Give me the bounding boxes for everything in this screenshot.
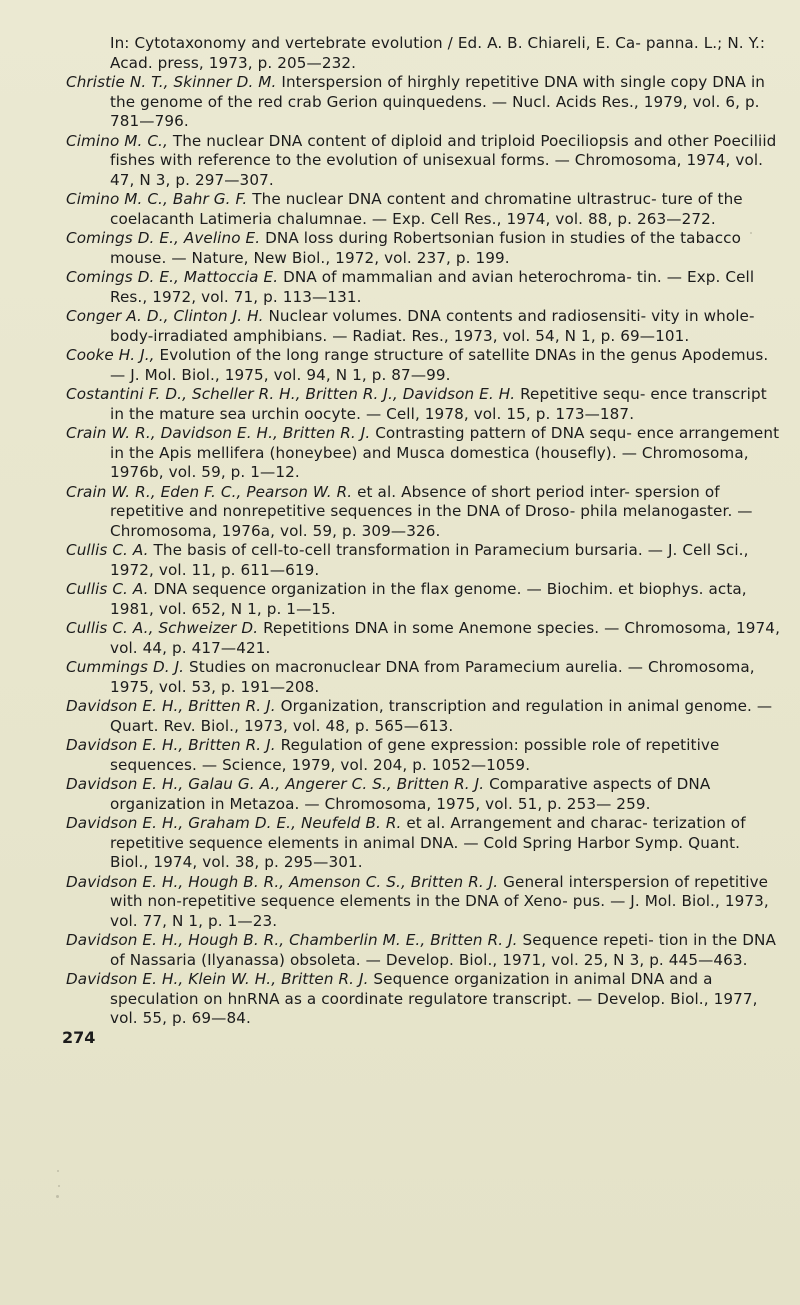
reference-text: Nuclear volumes. DNA contents and radiosensiti- vity in whole-body-irradiated amphibians. — Radiat. Res., 1973, vol. 54, N 1, p. 69—101.	[110, 307, 755, 345]
reference-entry	[66, 873, 780, 932]
reference-entry	[66, 132, 780, 191]
reference-entry	[66, 307, 780, 346]
reference-text: Contrasting pattern of DNA sequ- ence arrangement in the Apis mellifera (honeybee) and Musca domestica (housefly). — Chromosoma, 1976b, vol. 59, p. 1—12.	[110, 424, 780, 481]
reference-authors: Costantini F. D., Scheller R. H., Britten R. J., Davidson E. H.	[66, 385, 516, 403]
reference-text: Interspersion of hirghly repetitive DNA with single copy DNA in the genome of the red crab Gerion quinquedens. — Nucl. Acids Res., 1979, vol. 6, p. 781—796.	[110, 73, 765, 130]
reference-authors: Davidson E. H., Hough B. R., Amenson C. S., Britten R. J.	[66, 872, 499, 891]
paper-speck	[57, 1170, 59, 1172]
reference-entry	[66, 970, 780, 1029]
reference-authors: Davidson E. H., Galau G. A., Angerer C. S., Britten R. J.	[66, 775, 485, 793]
page-number: 274	[62, 1028, 96, 1047]
reference-authors: Davidson E. H., Britten R. J.	[66, 697, 276, 715]
reference-entry	[66, 697, 780, 736]
reference-entry	[66, 814, 780, 873]
reference-entry	[66, 775, 780, 814]
reference-authors: Cullis C. A.	[66, 541, 149, 559]
reference-text: Sequence organization in animal DNA and a speculation on hnRNA as a coordinate regulatore transcript. — Develop. Biol., 1977, vol. 55, p. 69—84.	[110, 970, 758, 1027]
reference-text: et al. Arrangement and charac- terization of repetitive sequence elements in animal DNA. — Cold Spring Harbor Symp. Quant. Biol., 1974, vol. 38, p. 295—301.	[110, 814, 746, 871]
reference-text: Studies on macronuclear DNA from Paramecium aurelia. — Chromosoma, 1975, vol. 53, p. 191—208.	[110, 658, 755, 696]
reference-authors: Conger A. D., Clinton J. H.	[66, 307, 264, 325]
reference-authors: Davidson E. H., Britten R. J.	[66, 736, 276, 754]
reference-entry	[66, 346, 780, 385]
reference-authors: Cummings D. J.	[66, 658, 185, 676]
paper-speck	[750, 232, 752, 234]
bibliography-list	[66, 34, 780, 1029]
reference-authors: Comings D. E., Mattoccia E.	[66, 268, 279, 286]
reference-entry	[66, 658, 780, 697]
paper-speck	[56, 1195, 59, 1198]
reference-text: DNA sequence organization in the flax genome. — Biochim. et biophys. acta, 1981, vol. 652, N 1, p. 1—15.	[110, 580, 747, 618]
reference-entry	[66, 931, 780, 970]
reference-authors: Crain W. R., Eden F. C., Pearson W. R.	[66, 482, 353, 501]
reference-authors: Davidson E. H., Hough B. R., Chamberlin M. E., Britten R. J.	[66, 931, 518, 949]
reference-entry	[66, 483, 780, 542]
reference-entry	[66, 268, 780, 307]
reference-authors: Davidson E. H., Graham D. E., Neufeld B. R.	[66, 814, 402, 832]
reference-authors: Davidson E. H., Klein W. H., Britten R. J.	[66, 970, 369, 988]
reference-authors: Comings D. E., Avelino E.	[66, 229, 261, 247]
reference-entry	[66, 736, 780, 775]
reference-text: Repetitions DNA in some Anemone species. — Chromosoma, 1974, vol. 44, p. 417—421.	[110, 619, 780, 657]
reference-text: The nuclear DNA content and chromatine ultrastruc- ture of the coelacanth Latimeria chalumnae. — Exp. Cell Res., 1974, vol. 88, p. 263—272.	[110, 190, 743, 228]
reference-entry	[66, 541, 780, 580]
reference-entry	[66, 229, 780, 268]
reference-entry	[66, 424, 780, 483]
reference-text: The basis of cell-to-cell transformation in Paramecium bursaria. — J. Cell Sci., 1972, vol. 11, p. 611—619.	[110, 541, 749, 579]
reference-text: DNA of mammalian and avian heterochroma- tin. — Exp. Cell Res., 1972, vol. 71, p. 113—131.	[110, 268, 755, 306]
reference-text: Organization, transcription and regulation in animal genome. — Quart. Rev. Biol., 1973, vol. 48, p. 565—613.	[110, 697, 773, 735]
reference-text: The nuclear DNA content of diploid and triploid Poeciliopsis and other Poeciliid fishes with reference to the evolution of unisexual forms. — Chromosoma, 1974, vol. 47, N 3, p. 297—307.	[110, 131, 777, 189]
reference-text: et al. Absence of short period inter- spersion of repetitive and nonrepetitive sequences in the DNA of Droso- phila melanogaster. — Chromosoma, 1976a, vol. 59, p. 309—326.	[110, 482, 753, 540]
reference-text: Repetitive sequ- ence transcript in the mature sea urchin oocyte. — Cell, 1978, vol. 15, p. 173—187.	[110, 385, 767, 423]
paper-speck	[58, 1185, 60, 1187]
reference-entry	[66, 190, 780, 229]
reference-authors: Cooke H. J.,	[66, 346, 155, 364]
reference-text: Sequence repeti- tion in the DNA of Nassaria (Ilyanassa) obsoleta. — Develop. Biol., 1971, vol. 25, N 3, p. 445—463.	[110, 931, 776, 969]
reference-entry	[66, 385, 780, 424]
reference-entry	[66, 580, 780, 619]
reference-authors: Cullis C. A., Schweizer D.	[66, 619, 259, 637]
reference-text: Comparative aspects of DNA organization in Metazoa. — Chromosoma, 1975, vol. 51, p. 253— 259.	[110, 775, 711, 813]
reference-entry	[66, 73, 780, 132]
reference-text: General interspersion of repetitive with non-repetitive sequence elements in the DNA of Xeno- pus. — J. Mol. Biol., 1973, vol. 77, N 1, p. 1—23.	[110, 872, 769, 930]
reference-authors: Cullis C. A.	[66, 580, 149, 598]
reference-authors: Cimino M. C.,	[66, 131, 168, 150]
reference-entry	[66, 619, 780, 658]
reference-continuation: In: Cytotaxonomy and vertebrate evolution / Ed. A. B. Chiareli, E. Ca- panna. L.; N. Y.: Acad. press, 1973, p. 205—232.	[110, 34, 766, 72]
reference-text: Regulation of gene expression: possible role of repetitive sequences. — Science, 1979, vol. 204, p. 1052—1059.	[110, 736, 720, 774]
reference-authors: Cimino M. C., Bahr G. F.	[66, 190, 248, 208]
reference-authors: Christie N. T., Skinner D. M.	[66, 73, 277, 91]
reference-text: DNA loss during Robertsonian fusion in studies of the tabacco mouse. — Nature, New Biol., 1972, vol. 237, p. 199.	[110, 229, 742, 267]
reference-authors: Crain W. R., Davidson E. H., Britten R. J.	[66, 424, 371, 442]
reference-text: Evolution of the long range structure of satellite DNAs in the genus Apodemus. — J. Mol. Biol., 1975, vol. 94, N 1, p. 87—99.	[110, 346, 769, 384]
